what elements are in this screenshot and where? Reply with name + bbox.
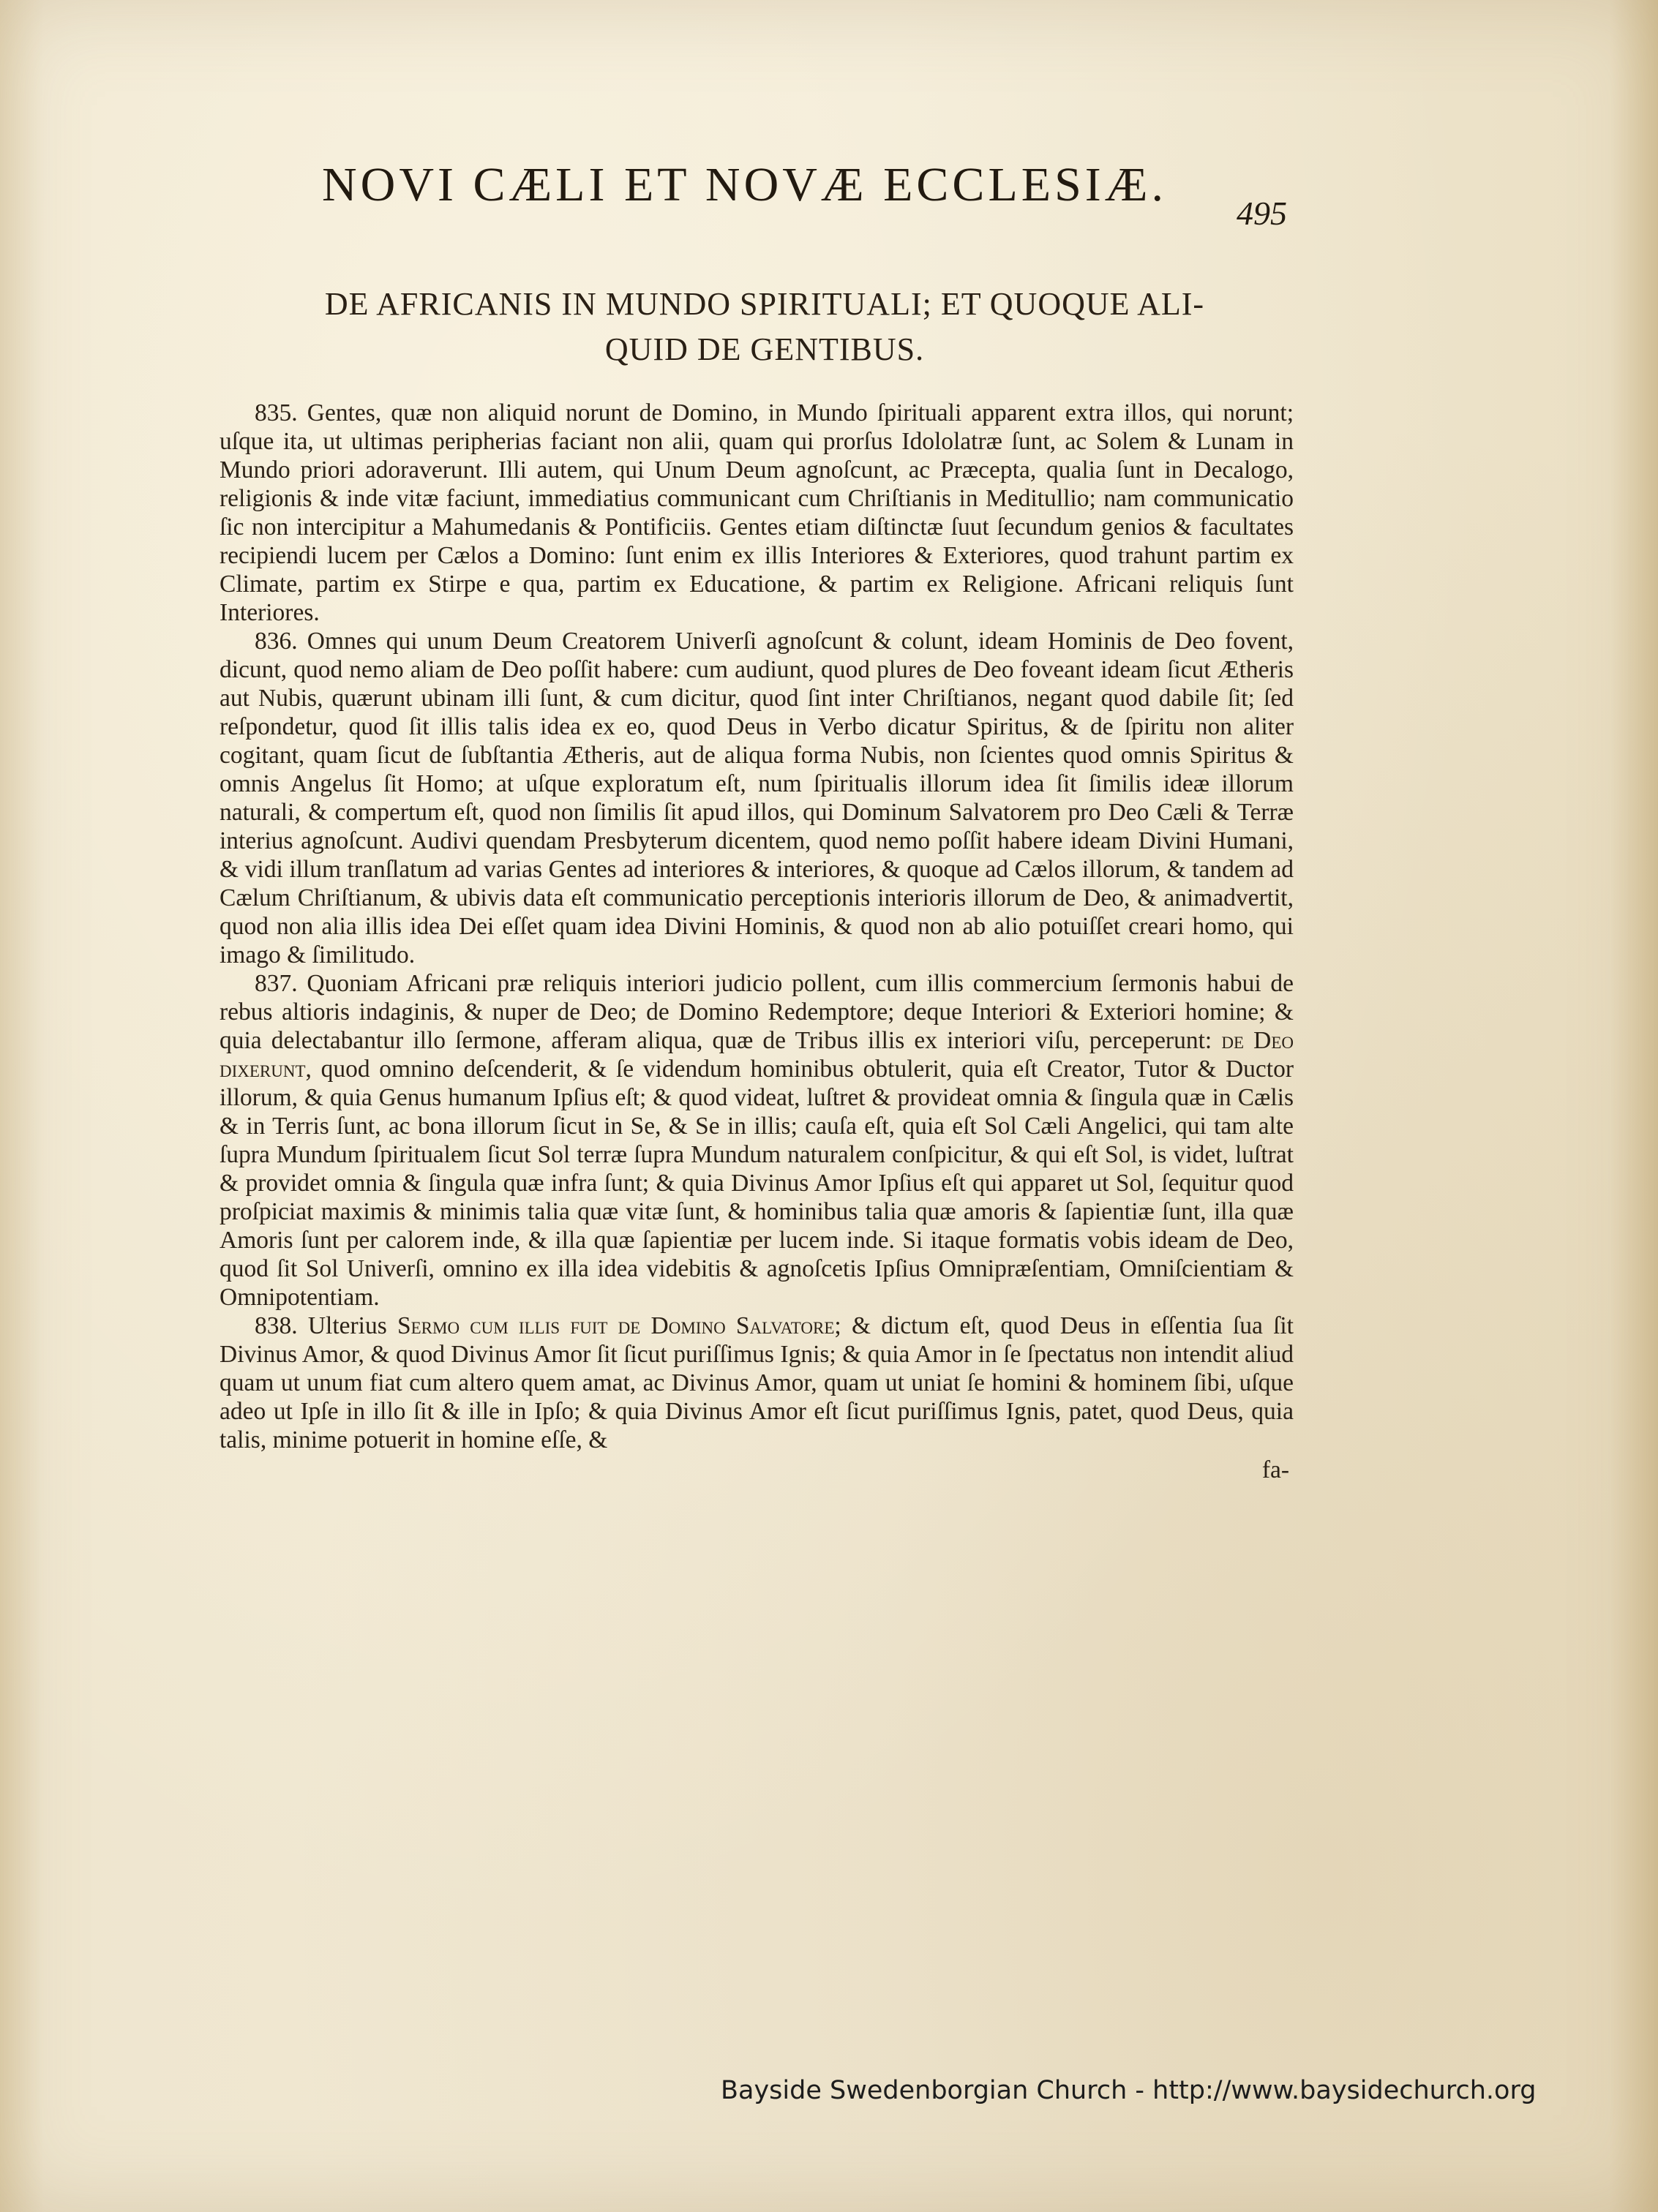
- section-title-line-2: QUID DE GENTIBUS.: [604, 331, 925, 367]
- paragraph-text: Omnes qui unum Deum Creatorem Univerſi agnoſcunt & colunt, ideam Hominis de Deo fovent, dicunt, quod nemo aliam de Deo poſſit habere: cum audiunt, quod plures de Deo foveant ideam ſicut Ætheris aut Nubis, quærunt ubinam illi ſunt, & cum dicitur, quod ſint inter Chriſtianos, negant quod dabile ſit; ſed reſpondetur, quod ſit illis talis idea ex eo, quod Deus in Verbo dicatur Spiritus, & de ſpiritu non aliter cogitant, quam ſicut de ſubſtantia Ætheris, aut de aliqua forma Nubis, non ſcientes quod omnis Spiritus & omnis Angelus ſit Homo; at uſque exploratum eſt, num ſpiritualis illorum idea ſit ſimilis ideæ illorum naturali, & compertum eſt, quod non ſimilis ſit apud illos, qui Dominum Salvatorem pro Deo Cæli & Terræ interius agnoſcunt. Audivi quendam Presbyterum dicentem, quod nemo poſſit habere ideam Divini Humani, & vidi illum tranſlatum ad varias Gentes ad interiores & interiores, & quoque ad Cælos illorum, & tandem ad Cælum Chriſtianum, & ubivis data eſt communicatio perceptionis interioris illorum de Deo, & animadvertit, quod non alia illis idea Dei eſſet quam idea Divini Hominis, & quod non ab alio potuiſſet creari homo, qui imago & ſimilitudo.: [220, 628, 1294, 968]
- catchword: fa-: [1261, 1456, 1289, 1483]
- section-title-line-1: DE AFRICANIS IN MUNDO SPIRITUALI; ET QUOQUE ALI-: [324, 286, 1205, 322]
- paragraph-838: [220, 1312, 1294, 1454]
- paragraph-text-a: Quoniam Africani præ reliquis interiori judicio pollent, cum illis commercium ſermonis habui de rebus altioris indaginis, & nuper de Deo; de Domino Redemptore; deque Interiori & Exteriori homine; & quia delectabantur illo ſermone, afferam aliqua, quæ de Tribus illis ex interiori viſu, perceperunt:: [220, 970, 1294, 1054]
- paragraph-number: 835.: [255, 399, 298, 426]
- running-head: NOVI CÆLI ET NOVÆ ECCLESIÆ.: [322, 158, 1167, 211]
- paragraph-text-b: ; & dictum eſt, quod Deus in eſſentia ſua ſit Divinus Amor, & quod Divinus Amor ſit ſicut puriſſimus Ignis; & quia Amor in ſe ſpectatus non intendit aliud quam ut unum fiat cum altero quem amat, ac Divinus Amor, quam ut uniat ſe homini & hominem ſibi, uſque adeo ut Ipſe in illo ſit & ille in Ipſo; & quia Divinus Amor eſt ſicut puriſſimus Ignis, patet, quod Deus, quia talis, minime potuerit in homine eſſe, &: [220, 1312, 1294, 1453]
- paragraph-number: 836.: [255, 628, 298, 655]
- page-number: 495: [1237, 195, 1287, 232]
- paragraph-836: [220, 627, 1294, 969]
- paragraph-smallcaps: de Deo dixerunt: [220, 1027, 1294, 1083]
- paragraph-text-a: Ulterius: [307, 1312, 387, 1339]
- paragraph-837: [220, 969, 1294, 1312]
- paragraph-text: Gentes, quæ non aliquid norunt de Domino, in Mundo ſpirituali apparent extra illos, qui norunt; uſque ita, ut ultimas peripherias faciant non alii, quam qui prorſus Idololatræ ſunt, ac Solem & Lunam in Mundo priori adoraverunt. Illi autem, qui Unum Deum agnoſcunt, ac Præcepta, qualia ſunt in Decalogo, religionis & inde vitæ faciunt, immediatius communicant cum Chriſtianis in Meditullio; nam communicatio ſic non intercipitur a Mahumedanis & Pontificiis. Gentes etiam diſtinctæ ſuut ſecundum genios & facultates recipiendi lucem per Cælos a Domino: ſunt enim ex illis Interiores & Exteriores, quod trahunt partim ex Climate, partim ex Stirpe e qua, partim ex Educatione, & partim ex Religione. Africani reliquis ſunt Interiores.: [220, 399, 1294, 626]
- paragraph-smallcaps: Sermo cum illis fuit de Domino Salvatore: [397, 1312, 835, 1339]
- body-text: [220, 399, 1294, 1484]
- paragraph-number: 837.: [255, 970, 298, 997]
- paragraph-number: 838.: [255, 1312, 298, 1339]
- section-title: [285, 282, 1244, 372]
- credit-watermark: Bayside Swedenborgian Church - http://www.baysidechurch.org: [721, 2076, 1537, 2105]
- paragraph-835: [220, 399, 1294, 627]
- paragraph-text-b: , quod omnino deſcenderit, & ſe videndum hominibus obtulerit, quia eſt Creator, Tutor & Ductor illorum, & quia Genus humanum Ipſius eſt; & quod videat, luſtret & provideat omnia & ſingula quæ in Cælis & in Terris ſunt, ac bona illorum ſicut in Se, & Se in illis; cauſa eſt, quia eſt Sol Cæli Angelici, qui tam alte ſupra Mundum ſpiritualem ſicut Sol terræ ſupra Mundum naturalem conſpicitur, & qui eſt Sol, is videt, luſtrat & providet omnia & ſingula quæ infra ſunt; & quia Divinus Amor Ipſius eſt qui apparet ut Sol, ſequitur quod proſpiciat maximis & minimis talia quæ vitæ ſunt, & hominibus talia quæ amoris & ſapientiæ ſunt, illa quæ Amoris ſunt per calorem inde, & illa quæ ſapientiæ per lucem inde. Si itaque formatis vobis ideam de Deo, quod ſit Sol Univerſi, omnino ex illa idea videbitis & agnoſcetis Ipſius Omnipræſentiam, Omniſcientiam & Omnipotentiam.: [220, 1056, 1294, 1311]
